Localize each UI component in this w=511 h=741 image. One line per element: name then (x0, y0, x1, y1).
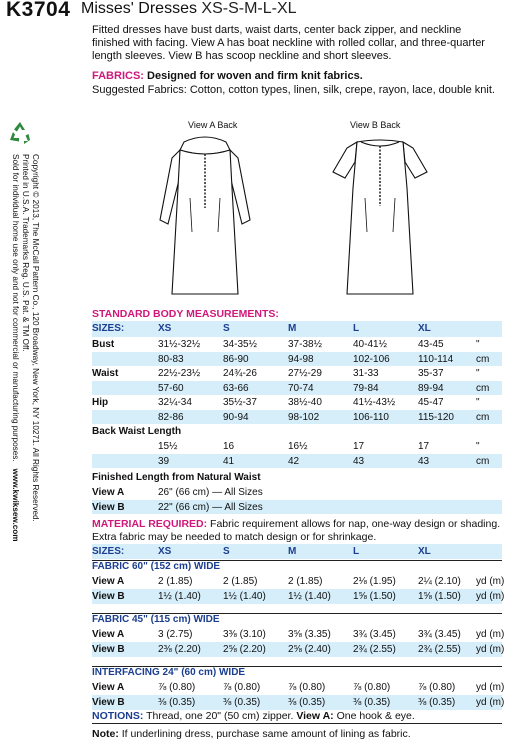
size-col: S (223, 323, 230, 334)
fabrics-label: FABRICS: (92, 70, 144, 82)
cell-value: 2⅝ (2.20) (223, 644, 266, 655)
cell-value: 2¾ (2.55) (418, 644, 461, 655)
pattern-number: K3704 (6, 0, 71, 21)
material-row (92, 697, 505, 710)
cell-value: ⅜ (0.35) (288, 697, 326, 708)
material-required-label: MATERIAL REQUIRED: (92, 518, 208, 530)
cell-value: 37-38½ (288, 339, 322, 350)
row-label: Bust (92, 339, 115, 350)
material-section-title (92, 614, 502, 627)
unit-label: yd (m) (476, 576, 505, 587)
finished-length-view-a (92, 487, 502, 500)
cell-value: ⅜ (0.35) (223, 697, 261, 708)
note (92, 728, 411, 740)
cell-value: 1⅝ (1.50) (418, 591, 461, 602)
cell-value: 86-90 (223, 354, 249, 365)
back-waist-row-cm (92, 456, 502, 469)
fabrics-line (92, 70, 363, 82)
size-col: XL (418, 546, 431, 557)
cell-value: 1½ (1.40) (288, 591, 331, 602)
cell-value: ⅞ (0.80) (288, 682, 326, 693)
unit-label: " (476, 397, 480, 408)
cell-value: 41 (223, 456, 235, 467)
unit-label: yd (m) (476, 591, 505, 602)
row-label: View B (92, 644, 125, 655)
cell-value: 115-120 (418, 412, 454, 423)
sizes-label: SIZES: (92, 546, 125, 557)
unit-label: cm (476, 456, 490, 467)
cell-value: 38½-40 (288, 397, 322, 408)
cell-value: 2 (1.85) (288, 576, 323, 587)
sold-text (10, 154, 20, 542)
material-section-title (92, 561, 502, 574)
cell-value: 98-102 (288, 412, 320, 423)
cell-value: 90-94 (223, 412, 249, 423)
cell-value: 45-47 (418, 397, 444, 408)
size-col: L (353, 323, 360, 334)
cell-value: 41½-43½ (353, 397, 396, 408)
cell-value: 2 (1.85) (158, 576, 193, 587)
cell-value: 102-106 (353, 354, 390, 365)
material-section-title (92, 667, 502, 680)
cell-value: 16½ (288, 441, 308, 452)
cell-value: 24¾-26 (223, 368, 257, 379)
cell-value: ⅜ (0.35) (353, 697, 391, 708)
cell-value: 3 (2.75) (158, 629, 193, 640)
material-row (92, 576, 505, 589)
divider (92, 723, 502, 724)
cell-value: 79-84 (353, 383, 379, 394)
notions-view-a-label: View A: (296, 710, 334, 722)
measurement-row-in (92, 368, 502, 381)
unit-label: cm (476, 383, 490, 394)
measurement-row-in (92, 397, 502, 410)
unit-label: yd (m) (476, 697, 505, 708)
pattern-title-text: Misses' Dresses (81, 0, 197, 17)
printed-text: Printed in U.S.A. Trademarks Reg. U.S. Pat. & TM Off. (21, 154, 30, 352)
fabrics-text: Designed for woven and firm knit fabrics. (147, 70, 363, 82)
sizes-label: SIZES: (92, 323, 125, 334)
back-waist-heading (92, 426, 502, 439)
notions (92, 710, 415, 722)
unit-label: yd (m) (476, 644, 505, 655)
cell-value: 17 (353, 441, 365, 452)
material-row (92, 591, 505, 604)
view-b-back-figure (325, 128, 435, 303)
recycle-icon (6, 120, 34, 153)
view-b-back-label: View B Back (350, 120, 401, 130)
section-title: FABRIC 60" (152 cm) WIDE (92, 561, 221, 572)
unit-label: yd (m) (476, 682, 505, 693)
view-a-back-figure (150, 128, 260, 303)
back-waist-row-in (92, 441, 502, 454)
row-label: Hip (92, 397, 109, 408)
cell-value: 63-66 (223, 383, 249, 394)
view-b-label: View B (92, 502, 125, 513)
unit-label: " (476, 441, 480, 452)
cell-value: 34-35½ (223, 339, 257, 350)
view-b-length: 22" (66 cm) — All Sizes (158, 502, 263, 513)
unit-label: " (476, 368, 480, 379)
cell-value: 43 (353, 456, 365, 467)
cell-value: 31½-32½ (158, 339, 201, 350)
cell-value: 27½-29 (288, 368, 322, 379)
cell-value: 3⅜ (3.10) (223, 629, 266, 640)
section-title: INTERFACING 24" (60 cm) WIDE (92, 667, 246, 678)
size-col: XS (158, 323, 172, 334)
finished-length-label: Finished Length from Natural Waist (92, 472, 261, 483)
cell-value: ⅜ (0.35) (418, 697, 456, 708)
cell-value: 94-98 (288, 354, 314, 365)
cell-value: 1⅝ (1.50) (353, 591, 396, 602)
pattern-size-range: XS-S-M-L-XL (201, 0, 297, 17)
cell-value: 43-45 (418, 339, 444, 350)
measurement-row-cm (92, 383, 502, 396)
unit-label: cm (476, 412, 490, 423)
row-label: View A (92, 576, 125, 587)
finished-length-heading (92, 472, 502, 485)
suggested-fabrics: Suggested Fabrics: Cotton, cotton types, linen, silk, crepe, rayon, lace, double knit. (92, 84, 495, 96)
cell-value: ⅞ (0.80) (353, 682, 391, 693)
cell-value: 15½ (158, 441, 178, 452)
size-col: XS (158, 546, 172, 557)
cell-value: 57-60 (158, 383, 184, 394)
website-text: www.kwiksew.com (11, 468, 20, 542)
cell-value: 1½ (1.40) (223, 591, 266, 602)
measurement-row-in (92, 339, 502, 352)
cell-value: 110-114 (418, 354, 454, 365)
note-label: Note: (92, 728, 119, 740)
cell-value: 1½ (1.40) (158, 591, 201, 602)
notions-text: Thread, one 20" (50 cm) zipper. (146, 710, 294, 722)
cell-value: ⅞ (0.80) (223, 682, 261, 693)
notions-label: NOTIONS: (92, 710, 144, 722)
section-title: FABRIC 45" (115 cm) WIDE (92, 614, 220, 625)
size-col: L (353, 546, 360, 557)
measurements-title: STANDARD BODY MEASUREMENTS: (92, 308, 279, 320)
cell-value: 106-110 (353, 412, 389, 423)
cell-value: 17 (418, 441, 430, 452)
cell-value: 2¾ (2.55) (353, 644, 396, 655)
cell-value: 22½-23½ (158, 368, 201, 379)
cell-value: 2¼ (2.10) (418, 576, 461, 587)
cell-value: 70-74 (288, 383, 314, 394)
legal-text-column (11, 154, 40, 604)
cell-value: 31-33 (353, 368, 379, 379)
unit-label: " (476, 339, 480, 350)
pattern-description: Fitted dresses have bust darts, waist darts, center back zipper, and neckline finished with facing. View A has boat neckline with rolled collar, and three-quarter length sleeves. View B has scoop neckline and short sleeves. (92, 24, 485, 62)
measurements-sizes-row (92, 323, 502, 336)
material-required (92, 518, 510, 544)
pattern-title (81, 0, 297, 18)
row-label: Waist (92, 368, 119, 379)
cell-value: ⅞ (0.80) (158, 682, 196, 693)
unit-label: yd (m) (476, 629, 505, 640)
cell-value: 40-41½ (353, 339, 387, 350)
cell-value: 3⅝ (3.35) (288, 629, 331, 640)
cell-value: 32¼-34 (158, 397, 192, 408)
sidebar (0, 120, 40, 600)
size-col: M (288, 546, 297, 557)
row-label: View A (92, 629, 125, 640)
row-label: View B (92, 591, 125, 602)
material-row (92, 629, 505, 642)
cell-value: 3¾ (3.45) (353, 629, 396, 640)
cell-value: 89-94 (418, 383, 444, 394)
cell-value: 16 (223, 441, 235, 452)
measurement-row-cm (92, 354, 502, 367)
size-col: XL (418, 323, 431, 334)
cell-value: 80-83 (158, 354, 184, 365)
cell-value: ⅞ (0.80) (418, 682, 456, 693)
cell-value: 2 (1.85) (223, 576, 258, 587)
note-text: If underlining dress, purchase same amount of lining as fabric. (121, 728, 411, 740)
row-label: View A (92, 682, 125, 693)
cell-value: 3¾ (3.45) (418, 629, 461, 640)
cell-value: 35-37 (418, 368, 444, 379)
material-sizes-row (92, 546, 502, 559)
cell-value: 35½-37 (223, 397, 257, 408)
sold-statement: Sold for individual home use only and not for commercial or manufacturing purposes. (11, 154, 20, 462)
cell-value: ⅜ (0.35) (158, 697, 196, 708)
view-a-label: View A (92, 487, 125, 498)
cell-value: 39 (158, 456, 170, 467)
cell-value: 2⅜ (2.20) (158, 644, 201, 655)
row-label: View B (92, 697, 125, 708)
notions-view-a-text: One hook & eye. (336, 710, 415, 722)
cell-value: 2⅝ (2.40) (288, 644, 331, 655)
cell-value: 82-86 (158, 412, 184, 423)
view-a-back-label: View A Back (188, 120, 238, 130)
material-required-text: Fabric requirement allows for nap, one-way design or shading. Extra fabric may be needed to match design or for shrinkage. (92, 518, 501, 543)
size-col: M (288, 323, 297, 334)
finished-length-view-b (92, 502, 502, 515)
view-a-length: 26" (66 cm) — All Sizes (158, 487, 263, 498)
copyright-text: Copyright © 2013, The McCall Pattern Co., 120 Broadway, New York, NY 10271. All Rights Reserved. (31, 154, 40, 522)
cell-value: 2⅛ (1.95) (353, 576, 396, 587)
material-row (92, 644, 505, 657)
cell-value: 43 (418, 456, 430, 467)
pattern-header (0, 0, 511, 20)
measurement-row-cm (92, 412, 502, 425)
legal-text (10, 154, 40, 542)
back-waist-label: Back Waist Length (92, 426, 182, 437)
unit-label: cm (476, 354, 490, 365)
cell-value: 42 (288, 456, 300, 467)
size-col: S (223, 546, 230, 557)
material-row (92, 682, 505, 695)
